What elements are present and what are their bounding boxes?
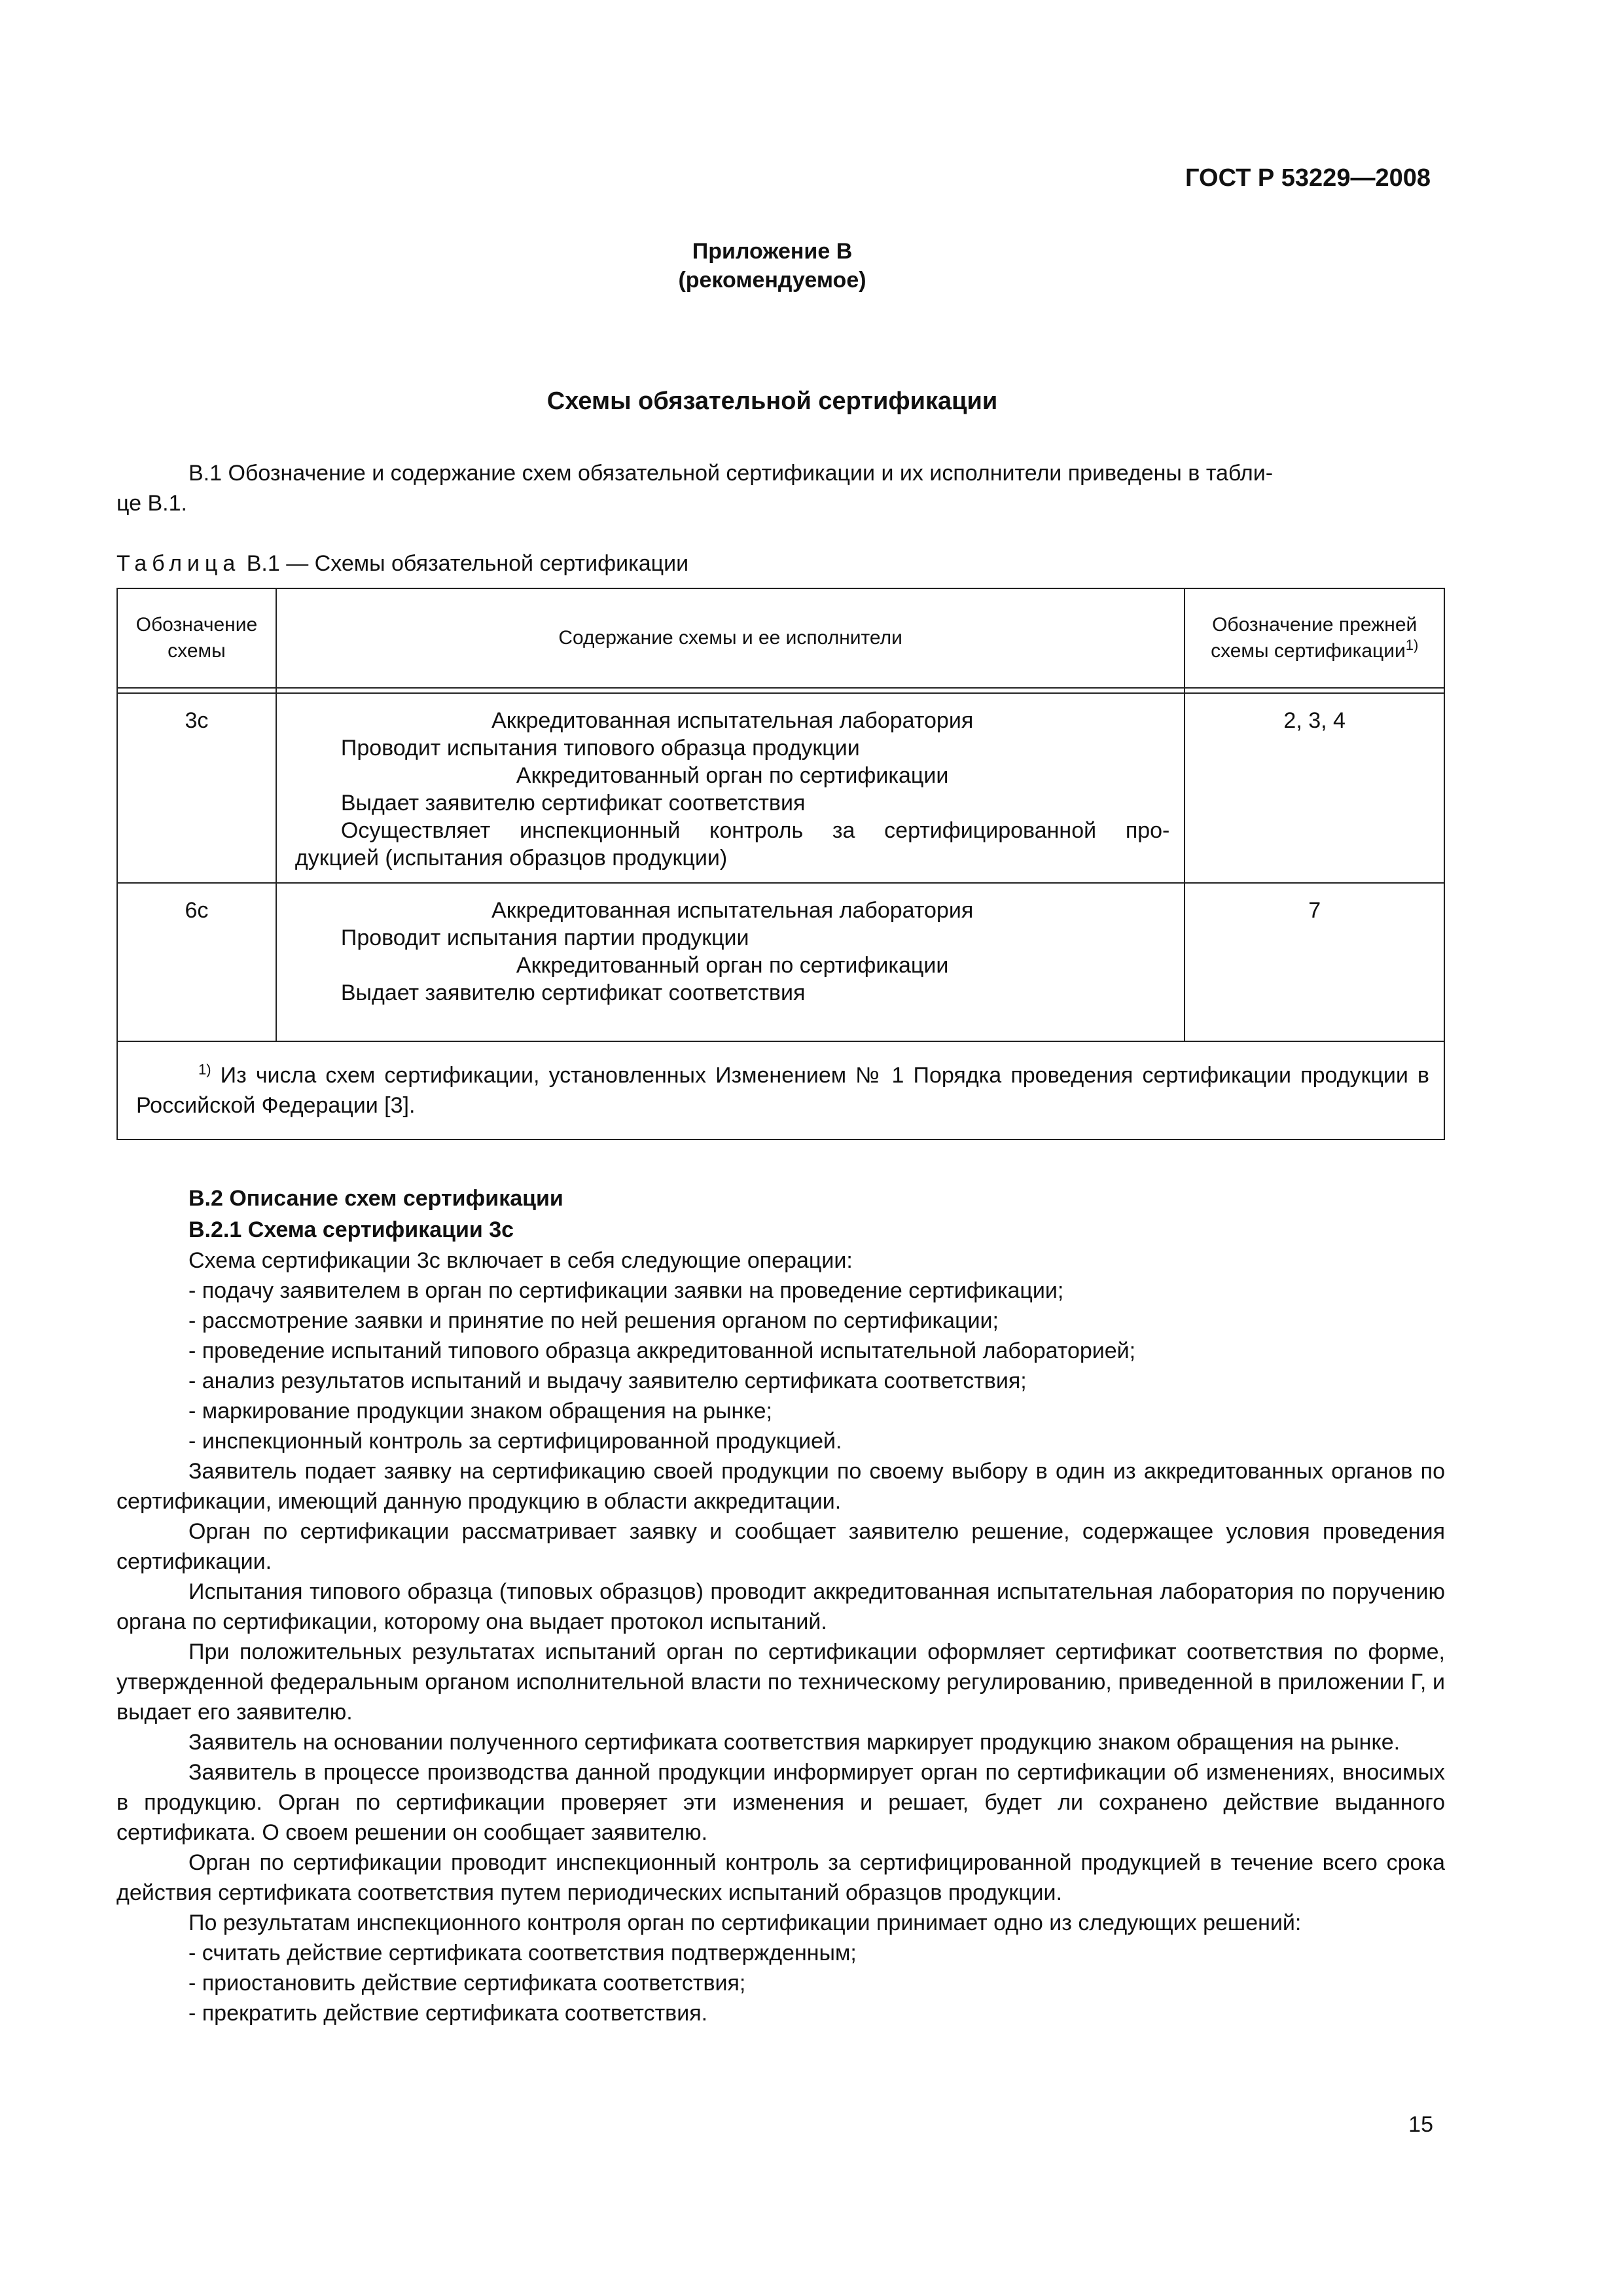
intro-line-2: це В.1. (116, 491, 187, 516)
paragraph: Орган по сертификации рассматривает заявку и сообщает заявителю решение, содержащее условия проведения сертификации. (116, 1519, 1445, 1574)
section-lead: Схема сертификации 3с включает в себя следующие операции: (188, 1248, 853, 1273)
table-caption-text: В.1 — Схемы обязательной сертификации (240, 551, 689, 576)
document-code: ГОСТ Р 53229—2008 (1185, 164, 1431, 192)
scheme-content-cell: Аккредитованная испытательная лаборатория Проводит испытания партии продукции Аккредитованный орган по сертификации Выдает заявителю сертификат соответствия (276, 883, 1185, 1041)
paragraph: По результатам инспекционного контроля орган по сертификации принимает одно из следующих решений: (188, 1910, 1302, 1935)
table-note-row (117, 1041, 1444, 1139)
header-separator (117, 688, 1444, 693)
list-item: - маркирование продукции знаком обращения на рынке; (188, 1399, 772, 1424)
intro-paragraph (116, 458, 1445, 518)
paragraph: Испытания типового образца (типовых образцов) проводит аккредитованная испытательная лаборатория по поручению органа по сертификации, которому она выдает протокол испытаний. (116, 1579, 1445, 1634)
section-b2-title: В.2 Описание схем сертификации (188, 1186, 563, 1211)
header-scheme-content: Содержание схемы и ее исполнители (276, 588, 1185, 688)
list-item: - анализ результатов испытаний и выдачу заявителю сертификата соответствия; (188, 1369, 1027, 1393)
intro-line-1: В.1 Обозначение и содержание схем обязательной сертификации и их исполнители приведены в табли- (188, 461, 1274, 486)
main-title: Схемы обязательной сертификации (546, 387, 998, 415)
paragraph: Заявитель на основании полученного сертификата соответствия маркирует продукцию знаком обращения на рынке. (188, 1730, 1400, 1755)
list-item: - подачу заявителем в орган по сертификации заявки на проведение сертификации; (188, 1278, 1064, 1303)
paragraph: Орган по сертификации проводит инспекционный контроль за сертифицированной продукцией в течение всего срока действия сертификата соответствия путем периодических испытаний образцов продукции. (116, 1850, 1445, 1905)
list-item: - инспекционный контроль за сертифицированной продукцией. (188, 1429, 842, 1454)
table-row (117, 693, 1444, 883)
list-item: - считать действие сертификата соответствия подтвержденным; (188, 1941, 857, 1965)
scheme-code-cell: 6с (117, 883, 276, 1041)
list-item: - приостановить действие сертификата соответствия; (188, 1971, 746, 1996)
paragraph: При положительных результатах испытаний орган по сертификации оформляет сертификат соответствия по форме, утвержденной федеральным органом исполнительной власти по техническому регулированию, приведенной в приложении Г, и выдает его заявителю. (116, 1640, 1445, 1725)
footnote-mark: 1) (198, 1061, 211, 1078)
paragraph: Заявитель подает заявку на сертификацию своей продукции по своему выбору в один из аккредитованных органов по сертификации, имеющий данную продукцию в области аккредитации. (116, 1459, 1445, 1514)
table-footnote: $^{1)}$ Из числа схем сертификации, установленных Изменением № 1 Порядка проведения сертификации продукции в Российской Федерации [3]. (117, 1041, 1444, 1139)
certification-schemes-table (116, 588, 1445, 1140)
annex-status: (рекомендуемое) (678, 268, 866, 293)
table-header-row (117, 588, 1444, 688)
table-caption (116, 548, 688, 579)
page-number: 15 (1408, 2112, 1433, 2137)
header-previous-scheme: Обозначение прежней схемы сертификации$^{1)}$ (1185, 588, 1444, 688)
table-caption-label: Таблица (116, 551, 241, 576)
section-b21-title: В.2.1 Схема сертификации 3с (188, 1217, 514, 1242)
previous-scheme-cell: 2, 3, 4 (1185, 693, 1444, 883)
footnote-mark: 1) (1405, 637, 1419, 653)
list-item: - рассмотрение заявки и принятие по ней решения органом по сертификации; (188, 1308, 999, 1333)
list-item: - прекратить действие сертификата соответствия. (188, 2001, 708, 2026)
annex-title: Приложение В (692, 239, 853, 264)
paragraph: Заявитель в процессе производства данной продукции информирует орган по сертификации об изменениях, вносимых в продукцию. Орган по сертификации проверяет эти изменения и решает, будет ли сохранено действие выданного сертификата. О своем решении он сообщает заявителю. (116, 1760, 1445, 1845)
scheme-content-cell: Аккредитованная испытательная лаборатория Проводит испытания типового образца продукции Аккредитованный орган по сертификации Выдает заявителю сертификат соответствия Осуществляет инспекционный контроль за сертифицированной про- дукцией (испытания образцов продукции) (276, 693, 1185, 883)
scheme-code-cell: 3с (117, 693, 276, 883)
previous-scheme-cell: 7 (1185, 883, 1444, 1041)
list-item: - проведение испытаний типового образца аккредитованной испытательной лабораторией; (188, 1338, 1136, 1363)
table-row (117, 883, 1444, 1041)
section-b21-body (116, 1246, 1445, 2028)
header-scheme-code: Обозначение схемы (117, 588, 276, 688)
